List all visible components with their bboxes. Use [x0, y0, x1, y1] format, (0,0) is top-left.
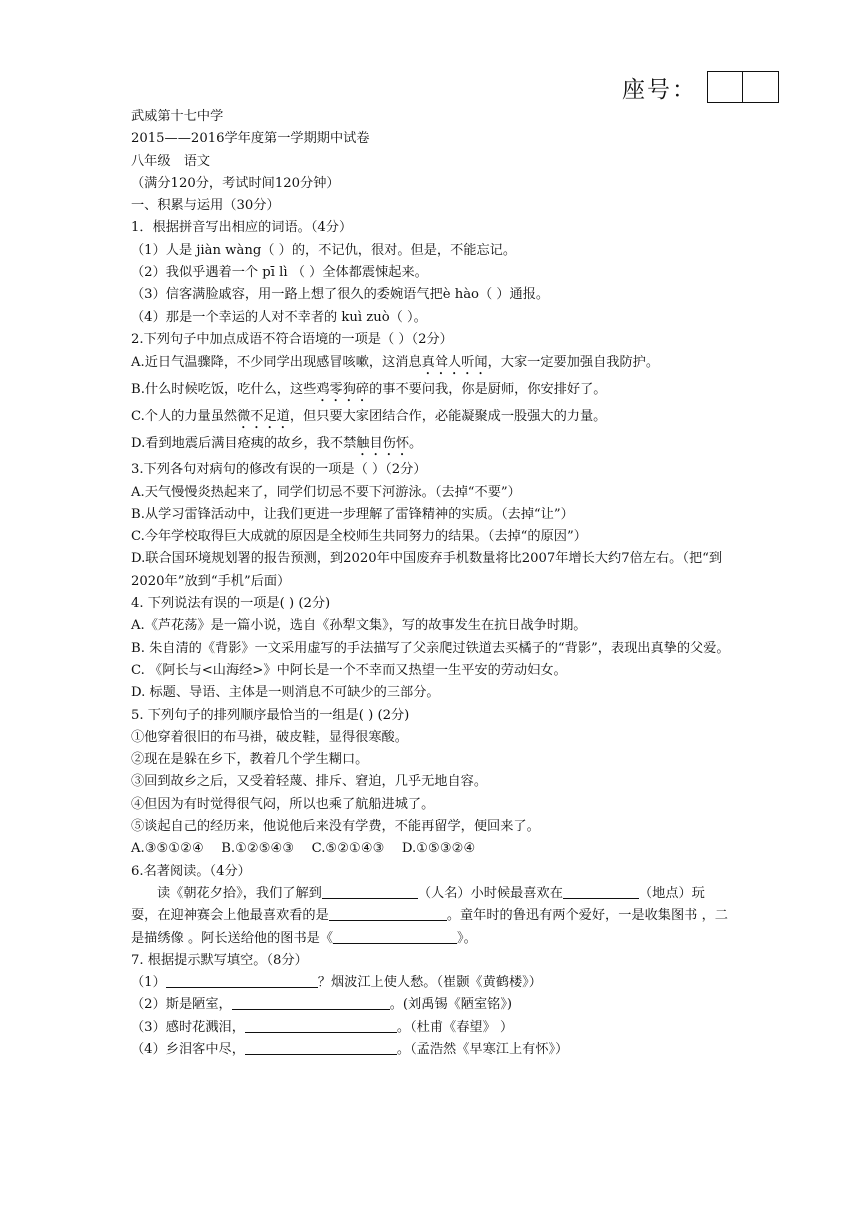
answer-blank[interactable] — [166, 973, 318, 988]
q5-sentence-4: ④但因为有时觉得很气闷，所以也乘了航船进城了。 — [131, 796, 435, 812]
q6-paragraph: 读《朝花夕拾》，我们了解到 （人名）小时候最喜欢在 （地点）玩耍，在迎神赛会上他最喜欢看的是 。童年时的鲁迅有两个爱好，一是收集图书 ，二是描绣像 。阿长送给他的图书是《 》。 — [131, 885, 728, 946]
answer-blank[interactable] — [329, 906, 447, 921]
q2-option-b: B.什么时候吃饭，吃什么，这些鸡零狗碎的事不要问我，你是厨师，你安排好了。 — [131, 382, 607, 398]
answer-blank[interactable] — [322, 884, 418, 899]
exam-meta: （满分120分，考试时间120分钟） — [131, 175, 340, 191]
answer-blank[interactable] — [245, 1018, 397, 1033]
q5-sentence-2: ②现在是躲在乡下，教着几个学生糊口。 — [131, 752, 369, 768]
seat-box-2[interactable] — [743, 71, 779, 103]
q4-option-d: D. 标题、导语、主体是一则消息不可缺少的三部分。 — [131, 685, 440, 701]
q3-option-d: D.联合国环境规划署的报告预测，到2020年中国废弃手机数量将比2007年增长大约7倍左右。（把“到2020年”放到“手机”后面） — [131, 551, 723, 589]
q2-option-c: C.个人的力量虽然微不足道，但只要大家团结合作，必能凝聚成一股强大的力量。 — [131, 409, 607, 425]
q5-sentence-3: ③回到故乡之后，又受着轻蔑、排斥、窘迫，几乎无地自容。 — [131, 774, 488, 790]
section-title: 一、积累与运用（30分） — [131, 198, 280, 214]
answer-blank[interactable] — [563, 884, 639, 899]
q4-option-b: B. 朱自清的《背影》一文采用虚写的手法描写了父亲爬过铁道去买橘子的“背影”，表现出真挚的父爱。 — [131, 640, 730, 656]
grade-subject: 八年级 语文 — [131, 153, 211, 169]
seat-label: 座号： — [622, 76, 697, 103]
q1-item-3: （3）信客满脸戚容，用一路上想了很久的委婉语气把è hào（ ）通报。 — [131, 287, 550, 303]
q5-sentence-5: ⑤谈起自己的经历来，他说他后来没有学费，不能再留学，便回来了。 — [131, 819, 540, 835]
q5-options: A.③⑤①②④ B.①②⑤④③ C.⑤②①④③ D.①⑤③②④ — [131, 841, 476, 857]
q1-item-4: （4）那是一个幸运的人对不幸者的 kuì zuò（ ）。 — [131, 309, 427, 325]
q3-stem: 3.下列各句对病句的修改有误的一项是（ ）（2分） — [131, 462, 427, 478]
q6-stem: 6.名著阅读。（4分） — [131, 863, 251, 879]
answer-blank[interactable] — [333, 929, 457, 944]
seat-box-1[interactable] — [707, 71, 743, 103]
school-name: 武威第十七中学 — [131, 109, 224, 124]
q7-item-2: （2）斯是陋室， 。(刘禹锡《陋室铭》) — [131, 997, 513, 1013]
q4-option-a: A.《芦花荡》是一篇小说，选自《孙犁文集》，写的故事发生在抗日战争时期。 — [131, 618, 587, 634]
dotted-idiom: 真耸人听闻 — [421, 355, 488, 371]
q1-stem: 1．根据拼音写出相应的词语。（4分） — [131, 220, 353, 236]
dotted-idiom: 鸡零狗碎 — [316, 382, 370, 398]
q2-option-d: D.看到地震后满目疮痍的故乡，我不禁触目伤怀。 — [131, 436, 423, 452]
q5-stem: 5. 下列句子的排列顺序最恰当的一组是( ) (2分) — [131, 707, 410, 723]
q2-option-a: A.近日气温骤降，不少同学出现感冒咳嗽，这消息真耸人听闻，大家一定要加强自我防护。 — [131, 355, 660, 371]
seat-number — [622, 70, 779, 104]
q4-stem: 4. 下列说法有误的一项是( ) (2分) — [131, 596, 331, 612]
q3-option-b: B.从学习雷锋活动中，让我们更进一步理解了雷锋精神的实质。（去掉“让”） — [131, 506, 574, 522]
q7-item-4: （4）乡泪客中尽， 。（孟浩然《早寒江上有怀》） — [131, 1041, 569, 1057]
q2-stem: 2.下列句子中加点成语不符合语境的一项是（ ）（2分） — [131, 331, 453, 347]
exam-paper — [131, 106, 731, 1061]
q7-item-3: （3）感时花溅泪， 。（杜甫《春望》 ） — [131, 1019, 514, 1035]
q1-item-1: （1）人是 jiàn wàng（ ）的，不记仇，很对。但是，不能忘记。 — [131, 242, 517, 258]
dotted-idiom: 触目伤怀 — [356, 436, 410, 452]
answer-blank[interactable] — [232, 995, 390, 1010]
answer-blank[interactable] — [245, 1040, 397, 1055]
q3-option-a: A.天气慢慢炎热起来了，同学们切忌不要下河游泳。（去掉“不要”） — [131, 484, 521, 500]
q5-sentence-1: ①他穿着很旧的布马褂，破皮鞋，显得很寒酸。 — [131, 729, 408, 745]
exam-title: 2015——2016学年度第一学期期中试卷 — [131, 131, 370, 147]
dotted-idiom: 微不足道 — [237, 409, 290, 425]
q7-item-1: （1） ？烟波江上使人愁。（崔颢《黄鹤楼》） — [131, 975, 542, 991]
q3-option-c: C.今年学校取得巨大成就的原因是全校师生共同努力的结果。（去掉“的原因”） — [131, 529, 587, 545]
q4-option-c: C. 《阿长与<山海经>》中阿长是一个不幸而又热望一生平安的劳动妇女。 — [131, 662, 567, 678]
q1-item-2: （2）我似乎遇着一个 pī lì （ ）全体都震悚起来。 — [131, 265, 428, 281]
q7-stem: 7. 根据提示默写填空。（8分） — [131, 952, 308, 968]
